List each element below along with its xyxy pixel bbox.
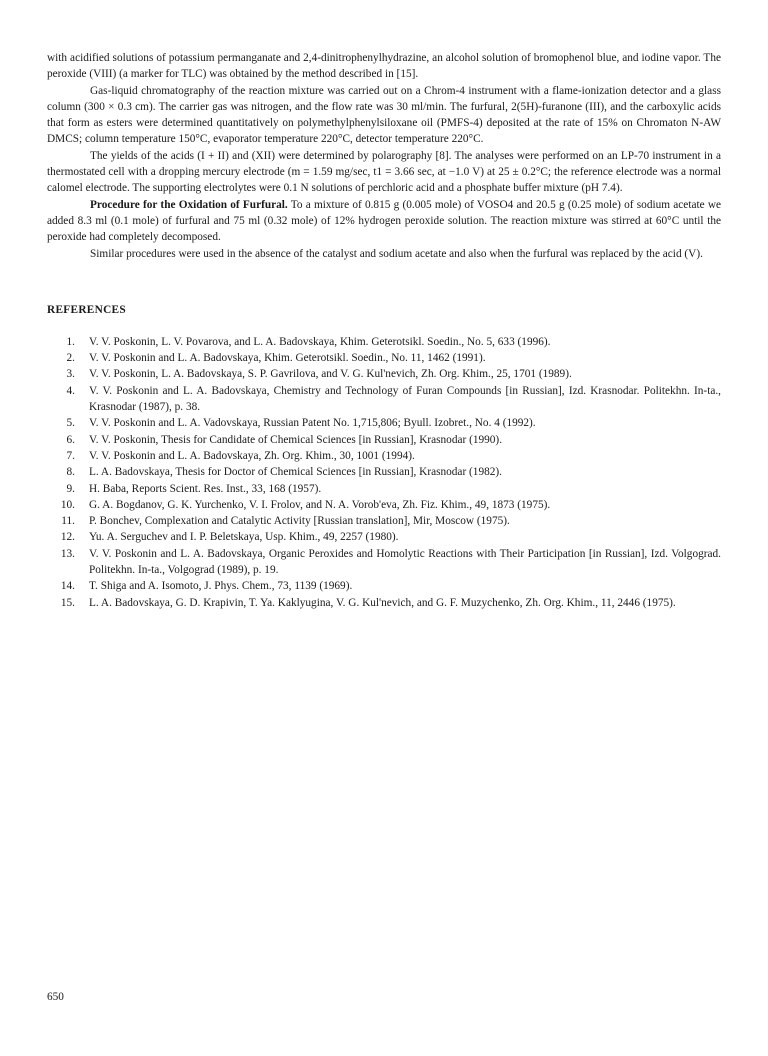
procedure-heading: Procedure for the Oxidation of Furfural.	[90, 198, 288, 211]
reference-number: 9.	[66, 482, 75, 495]
reference-number: 8.	[66, 466, 75, 479]
paragraph-oxidation-procedure	[47, 197, 721, 246]
reference-text: V. V. Poskonin, L. A. Badovskaya, S. P. Gavrilova, and V. G. Kul'nevich, Zh. Org. Khim., 25, 1701 (1989).	[89, 368, 572, 381]
reference-text: V. V. Poskonin and L. A. Badovskaya, Organic Peroxides and Homolytic Reactions with Their Participation [in Russian], Izd. Volgograd. Politekhn. In-ta., Volgograd (1989), p. 19.	[89, 547, 721, 577]
paragraph-polarography: The yields of the acids (I + II) and (XII) were determined by polarography [8]. The analyses were performed on an LP-70 instrument in a thermostated cell with a dropping mercury electrode (m = 1.59 mg/sec, t1 = 3.66 sec, at −1.0 V) at 25 ± 0.2°C; the reference electrode was a normal calomel electrode. The supporting electrolytes were 0.1 N solutions of perchloric acid and a phosphate buffer mixture (pH 7.4).	[47, 149, 721, 195]
page-body	[47, 50, 721, 611]
paragraph-gas-chromatography: Gas-liquid chromatography of the reaction mixture was carried out on a Chrom-4 instrument with a flame-ionization detector and a glass column (300 × 0.3 cm). The carrier gas was nitrogen, and the flow rate was 30 ml/min. The furfural, 2(5H)-furanone (III), and the carboxylic acids that form as esters were determined quantitatively on polymethylphenylsiloxane oil (PMFS-4) deposited at the rate of 15% on Chromaton N-AW DMCS; column temperature 150°C, evaporator temperature 220°C, detector temperature 220°C.	[47, 84, 721, 146]
paragraph-similar-procedures: Similar procedures were used in the absence of the catalyst and sodium acetate and also when the furfural was replaced by the acid (V).	[90, 247, 703, 260]
reference-text: Yu. A. Serguchev and I. P. Beletskaya, Usp. Khim., 49, 2257 (1980).	[89, 531, 399, 544]
reference-number: 10.	[60, 498, 75, 511]
reference-number: 12.	[60, 531, 75, 544]
page-number: 650	[47, 991, 64, 1003]
reference-number: 4.	[66, 384, 75, 397]
reference-item	[47, 481, 721, 497]
reference-item	[47, 415, 721, 431]
reference-number: 15.	[60, 596, 75, 609]
reference-item	[47, 513, 721, 529]
reference-text: V. V. Poskonin, Thesis for Candidate of Chemical Sciences [in Russian], Krasnodar (1990).	[89, 433, 503, 446]
reference-text: L. A. Badovskaya, Thesis for Doctor of Chemical Sciences [in Russian], Krasnodar (1982).	[89, 466, 502, 479]
reference-item	[47, 432, 721, 448]
reference-item	[47, 334, 721, 350]
reference-number: 3.	[66, 368, 75, 381]
reference-item	[47, 383, 721, 416]
reference-text: P. Bonchev, Complexation and Catalytic Activity [Russian translation], Mir, Moscow (1975).	[89, 515, 510, 528]
reference-number: 6.	[66, 433, 75, 446]
reference-text: V. V. Poskonin, L. V. Povarova, and L. A. Badovskaya, Khim. Geterotsikl. Soedin., No. 5, 633 (1996).	[89, 335, 551, 348]
reference-text: V. V. Poskonin and L. A. Badovskaya, Zh. Org. Khim., 30, 1001 (1994).	[89, 449, 415, 462]
reference-number: 1.	[66, 335, 75, 348]
reference-text: V. V. Poskonin and L. A. Vadovskaya, Russian Patent No. 1,715,806; Byull. Izobret., No. 4 (1992).	[89, 417, 536, 430]
reference-number: 2.	[66, 352, 75, 365]
reference-text: L. A. Badovskaya, G. D. Krapivin, T. Ya. Kaklyugina, V. G. Kul'nevich, and G. F. Muzychenko, Zh. Org. Khim., 11, 2446 (1975).	[89, 596, 676, 609]
reference-item	[47, 529, 721, 545]
reference-item	[47, 448, 721, 464]
procedure-text: To a mixture of 0.815 g (0.005 mole) of VOSO4 and 20.5 g (0.25 mole) of sodium acetate we added 8.3 ml (0.1 mole) of furfural and 75 ml (0.32 mole) of 12% hydrogen peroxide solution. The reaction mixture was stirred at 60°C until the peroxide had completely decomposed.	[47, 198, 722, 244]
paragraph-tlc-detection: with acidified solutions of potassium permanganate and 2,4-dinitrophenylhydrazine, an alcohol solution of bromophenol blue, and iodine vapor. The peroxide (VIII) (a marker for TLC) was obtained by the method described in [15].	[47, 52, 721, 81]
reference-text: T. Shiga and A. Isomoto, J. Phys. Chem., 73, 1139 (1969).	[89, 580, 353, 593]
reference-number: 13.	[60, 547, 75, 560]
references-heading: REFERENCES	[47, 303, 126, 316]
reference-item	[47, 546, 721, 579]
reference-list	[47, 334, 721, 611]
reference-item	[47, 595, 721, 611]
reference-item	[47, 578, 721, 594]
reference-text: V. V. Poskonin and L. A. Badovskaya, Khim. Geterotsikl. Soedin., No. 11, 1462 (1991).	[89, 352, 486, 365]
reference-number: 7.	[66, 449, 75, 462]
reference-text: V. V. Poskonin and L. A. Badovskaya, Chemistry and Technology of Furan Compounds [in Russian], Izd. Krasnodar. Politekhn. In-ta., Krasnodar (1987), p. 38.	[89, 384, 721, 414]
reference-text: H. Baba, Reports Scient. Res. Inst., 33, 168 (1957).	[89, 482, 322, 495]
reference-number: 5.	[66, 417, 75, 430]
reference-item	[47, 464, 721, 480]
reference-number: 11.	[61, 515, 75, 528]
reference-item	[47, 366, 721, 382]
reference-text: G. A. Bogdanov, G. K. Yurchenko, V. I. Frolov, and N. A. Vorob'eva, Zh. Fiz. Khim., 49, 1873 (1975).	[89, 498, 551, 511]
reference-item	[47, 497, 721, 513]
reference-item	[47, 350, 721, 366]
reference-number: 14.	[60, 580, 75, 593]
